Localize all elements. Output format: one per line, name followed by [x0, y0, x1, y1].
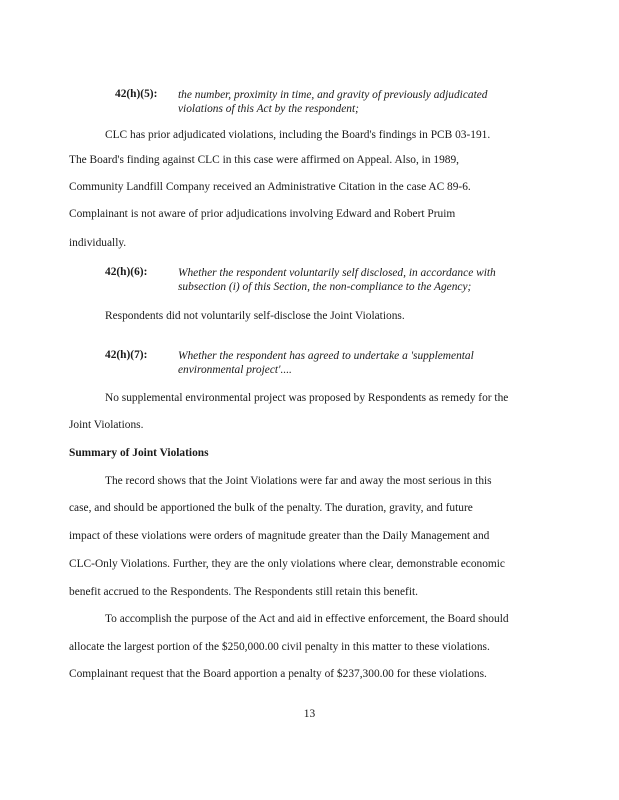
factor-quote	[178, 266, 496, 294]
body-line: Joint Violations.	[69, 419, 144, 431]
body-line: allocate the largest portion of the $250,000.00 civil penalty in this matter to these violations.	[69, 641, 490, 653]
quote-line: Whether the respondent has agreed to undertake a 'supplemental	[178, 350, 474, 362]
body-line: CLC has prior adjudicated violations, including the Board's findings in PCB 03-191.	[105, 129, 491, 141]
body-line: Community Landfill Company received an Administrative Citation in the case AC 89-6.	[69, 181, 471, 193]
quote-line: violations of this Act by the respondent;	[178, 103, 359, 115]
body-line: Complainant request that the Board apportion a penalty of $237,300.00 for these violations.	[69, 668, 487, 680]
quote-line: subsection (i) of this Section, the non-compliance to the Agency;	[178, 281, 472, 293]
factor-quote	[178, 88, 488, 116]
body-line: individually.	[69, 237, 127, 249]
factor-label: 42(h)(5):	[115, 88, 158, 100]
quote-line: Whether the respondent voluntarily self disclosed, in accordance with	[178, 267, 496, 279]
page-number: 13	[303, 708, 316, 720]
body-line: The record shows that the Joint Violations were far and away the most serious in this	[105, 475, 492, 487]
body-line: CLC-Only Violations. Further, they are the only violations where clear, demonstrable economic	[69, 558, 505, 570]
body-line: No supplemental environmental project was proposed by Respondents as remedy for the	[105, 392, 509, 404]
body-line: impact of these violations were orders of magnitude greater than the Daily Management and	[69, 530, 490, 542]
factor-quote	[178, 349, 474, 377]
body-line: Complainant is not aware of prior adjudications involving Edward and Robert Pruim	[69, 208, 456, 220]
body-line: To accomplish the purpose of the Act and aid in effective enforcement, the Board should	[105, 613, 509, 625]
body-line: benefit accrued to the Respondents. The Respondents still retain this benefit.	[69, 586, 419, 598]
quote-line: the number, proximity in time, and gravity of previously adjudicated	[178, 89, 488, 101]
body-line: The Board's finding against CLC in this case were affirmed on Appeal. Also, in 1989,	[69, 154, 460, 166]
factor-label: 42(h)(6):	[105, 266, 148, 278]
quote-line: environmental project'....	[178, 364, 292, 376]
body-line: Respondents did not voluntarily self-disclose the Joint Violations.	[105, 310, 405, 322]
body-line: case, and should be apportioned the bulk of the penalty. The duration, gravity, and future	[69, 502, 473, 514]
section-heading: Summary of Joint Violations	[69, 447, 209, 459]
factor-label: 42(h)(7):	[105, 349, 148, 361]
